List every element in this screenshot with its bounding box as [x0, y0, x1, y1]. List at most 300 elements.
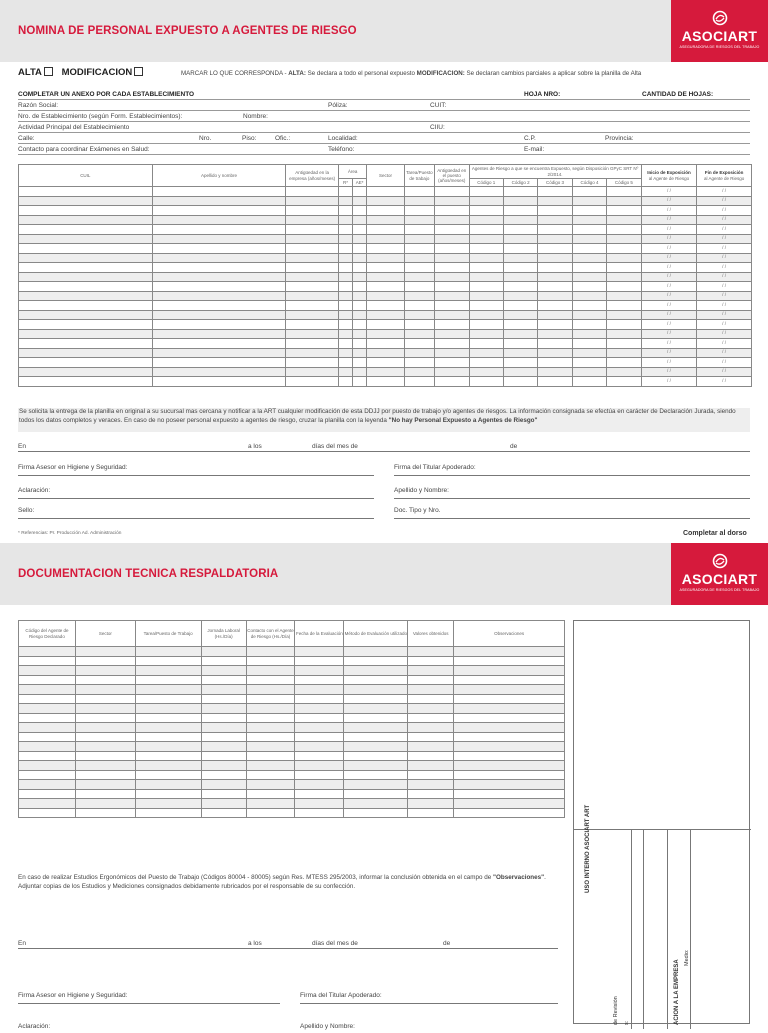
table-cell[interactable]: [295, 713, 344, 723]
table-cell[interactable]: / /: [641, 348, 697, 358]
table-cell[interactable]: [404, 263, 434, 273]
table-cell[interactable]: [367, 225, 404, 235]
table-cell[interactable]: [469, 367, 503, 377]
table-cell[interactable]: [607, 329, 641, 339]
table-cell[interactable]: [286, 301, 339, 311]
table-cell[interactable]: [344, 761, 408, 771]
table-cell[interactable]: [201, 751, 246, 761]
table-cell[interactable]: [246, 656, 295, 666]
table-cell[interactable]: [344, 647, 408, 657]
table-cell[interactable]: [19, 310, 153, 320]
table-cell[interactable]: / /: [641, 329, 697, 339]
table-cell[interactable]: [404, 225, 434, 235]
table-cell[interactable]: [246, 685, 295, 695]
table-cell[interactable]: [246, 789, 295, 799]
table-cell[interactable]: [286, 196, 339, 206]
table-cell[interactable]: [75, 799, 135, 809]
table-cell[interactable]: / /: [697, 282, 752, 292]
table-cell[interactable]: [152, 215, 286, 225]
table-cell[interactable]: [19, 196, 153, 206]
table-cell[interactable]: [408, 666, 454, 676]
table-cell[interactable]: [538, 291, 572, 301]
table-cell[interactable]: [404, 320, 434, 330]
table-cell[interactable]: [469, 377, 503, 387]
table-cell[interactable]: [201, 704, 246, 714]
table-cell[interactable]: [338, 225, 352, 235]
table-cell[interactable]: [408, 723, 454, 733]
table-cell[interactable]: [538, 206, 572, 216]
table-cell[interactable]: [607, 244, 641, 254]
table-cell[interactable]: [19, 320, 153, 330]
table-cell[interactable]: [572, 310, 606, 320]
table-cell[interactable]: [469, 358, 503, 368]
table-cell[interactable]: [538, 358, 572, 368]
table-cell[interactable]: [469, 339, 503, 349]
table-cell[interactable]: [353, 263, 367, 273]
table-cell[interactable]: / /: [641, 320, 697, 330]
table-cell[interactable]: [454, 780, 565, 790]
table-cell[interactable]: [152, 348, 286, 358]
table-cell[interactable]: [503, 301, 537, 311]
table-cell[interactable]: [353, 320, 367, 330]
table-cell[interactable]: [19, 215, 153, 225]
table-cell[interactable]: [338, 253, 352, 263]
table-cell[interactable]: / /: [641, 272, 697, 282]
calle-field[interactable]: Calle:: [18, 135, 35, 142]
table-cell[interactable]: [503, 358, 537, 368]
table-cell[interactable]: [353, 234, 367, 244]
date-line[interactable]: [18, 442, 750, 452]
table-cell[interactable]: [404, 358, 434, 368]
table-cell[interactable]: [367, 234, 404, 244]
table-cell[interactable]: [19, 694, 76, 704]
table-cell[interactable]: [408, 685, 454, 695]
table-cell[interactable]: [152, 291, 286, 301]
table-cell[interactable]: [503, 282, 537, 292]
table-cell[interactable]: [503, 187, 537, 197]
table-cell[interactable]: [246, 761, 295, 771]
apellido-nombre-line[interactable]: [394, 487, 750, 499]
table-cell[interactable]: [469, 329, 503, 339]
table-cell[interactable]: / /: [697, 263, 752, 273]
table-cell[interactable]: [286, 348, 339, 358]
table-cell[interactable]: [19, 339, 153, 349]
table-cell[interactable]: [295, 723, 344, 733]
table-cell[interactable]: [454, 808, 565, 818]
table-cell[interactable]: [408, 675, 454, 685]
aclaracion-line-2[interactable]: [18, 1015, 50, 1033]
table-cell[interactable]: [404, 196, 434, 206]
table-cell[interactable]: [503, 310, 537, 320]
table-cell[interactable]: [367, 320, 404, 330]
table-cell[interactable]: [201, 742, 246, 752]
table-cell[interactable]: [454, 789, 565, 799]
table-cell[interactable]: / /: [697, 310, 752, 320]
table-cell[interactable]: [503, 263, 537, 273]
table-cell[interactable]: [454, 704, 565, 714]
table-cell[interactable]: [404, 301, 434, 311]
table-cell[interactable]: [19, 808, 76, 818]
table-cell[interactable]: [572, 301, 606, 311]
table-cell[interactable]: [286, 310, 339, 320]
table-cell[interactable]: [201, 808, 246, 818]
table-cell[interactable]: [152, 282, 286, 292]
table-cell[interactable]: [75, 732, 135, 742]
table-cell[interactable]: [572, 358, 606, 368]
table-cell[interactable]: [353, 244, 367, 254]
table-cell[interactable]: [572, 253, 606, 263]
table-cell[interactable]: [353, 272, 367, 282]
table-cell[interactable]: [353, 225, 367, 235]
telefono-field[interactable]: Teléfono:: [328, 146, 355, 153]
table-cell[interactable]: [572, 196, 606, 206]
table-cell[interactable]: [295, 751, 344, 761]
table-cell[interactable]: [538, 310, 572, 320]
table-cell[interactable]: [367, 253, 404, 263]
firma-asesor-line[interactable]: [18, 464, 374, 476]
table-cell[interactable]: [19, 291, 153, 301]
table-cell[interactable]: / /: [641, 282, 697, 292]
table-cell[interactable]: [338, 377, 352, 387]
table-cell[interactable]: [607, 348, 641, 358]
table-cell[interactable]: [469, 215, 503, 225]
table-cell[interactable]: [435, 310, 469, 320]
table-cell[interactable]: [338, 215, 352, 225]
table-cell[interactable]: [367, 348, 404, 358]
table-cell[interactable]: [367, 329, 404, 339]
piso-field[interactable]: Piso:: [242, 135, 257, 142]
table-cell[interactable]: [353, 291, 367, 301]
table-cell[interactable]: [572, 206, 606, 216]
table-cell[interactable]: [454, 723, 565, 733]
table-cell[interactable]: [538, 225, 572, 235]
table-cell[interactable]: [404, 282, 434, 292]
table-cell[interactable]: [572, 234, 606, 244]
table-cell[interactable]: [572, 377, 606, 387]
table-cell[interactable]: [75, 675, 135, 685]
table-cell[interactable]: / /: [697, 253, 752, 263]
table-cell[interactable]: [201, 770, 246, 780]
table-cell[interactable]: [19, 751, 76, 761]
table-cell[interactable]: [353, 282, 367, 292]
table-cell[interactable]: / /: [697, 358, 752, 368]
table-cell[interactable]: [135, 751, 201, 761]
table-cell[interactable]: [286, 215, 339, 225]
table-cell[interactable]: [435, 301, 469, 311]
table-cell[interactable]: / /: [641, 244, 697, 254]
table-cell[interactable]: [286, 329, 339, 339]
firma-asesor-line-2[interactable]: [18, 992, 280, 1004]
table-cell[interactable]: [338, 272, 352, 282]
table-cell[interactable]: [435, 187, 469, 197]
table-cell[interactable]: / /: [697, 348, 752, 358]
table-cell[interactable]: [469, 253, 503, 263]
table-cell[interactable]: [538, 234, 572, 244]
table-cell[interactable]: [435, 215, 469, 225]
table-cell[interactable]: [152, 301, 286, 311]
table-cell[interactable]: [295, 694, 344, 704]
table-cell[interactable]: [404, 234, 434, 244]
table-cell[interactable]: [454, 694, 565, 704]
table-cell[interactable]: [367, 263, 404, 273]
table-cell[interactable]: [367, 377, 404, 387]
table-cell[interactable]: [538, 377, 572, 387]
table-cell[interactable]: [201, 685, 246, 695]
table-cell[interactable]: [152, 234, 286, 244]
table-cell[interactable]: [19, 187, 153, 197]
table-cell[interactable]: [135, 685, 201, 695]
table-cell[interactable]: [408, 799, 454, 809]
table-cell[interactable]: [295, 808, 344, 818]
table-cell[interactable]: [75, 713, 135, 723]
table-cell[interactable]: / /: [697, 339, 752, 349]
table-cell[interactable]: [538, 329, 572, 339]
table-cell[interactable]: [201, 656, 246, 666]
table-cell[interactable]: [246, 742, 295, 752]
table-cell[interactable]: / /: [641, 187, 697, 197]
table-cell[interactable]: [344, 675, 408, 685]
table-cell[interactable]: [538, 244, 572, 254]
table-cell[interactable]: [19, 358, 153, 368]
table-cell[interactable]: [435, 196, 469, 206]
table-cell[interactable]: [607, 358, 641, 368]
table-cell[interactable]: / /: [641, 225, 697, 235]
table-cell[interactable]: [353, 253, 367, 263]
table-cell[interactable]: [19, 329, 153, 339]
table-cell[interactable]: [607, 339, 641, 349]
table-cell[interactable]: [408, 780, 454, 790]
table-cell[interactable]: / /: [697, 377, 752, 387]
table-cell[interactable]: [607, 206, 641, 216]
table-cell[interactable]: [454, 713, 565, 723]
table-cell[interactable]: [404, 215, 434, 225]
table-cell[interactable]: / /: [641, 367, 697, 377]
table-cell[interactable]: [75, 656, 135, 666]
table-cell[interactable]: [295, 732, 344, 742]
table-cell[interactable]: [538, 215, 572, 225]
table-cell[interactable]: [435, 282, 469, 292]
table-cell[interactable]: [344, 799, 408, 809]
table-cell[interactable]: [503, 339, 537, 349]
table-cell[interactable]: [454, 685, 565, 695]
table-cell[interactable]: [286, 206, 339, 216]
table-cell[interactable]: [135, 647, 201, 657]
table-cell[interactable]: [286, 225, 339, 235]
table-cell[interactable]: [19, 206, 153, 216]
nro-field[interactable]: Nro.: [199, 135, 212, 142]
table-cell[interactable]: [152, 320, 286, 330]
table-cell[interactable]: [286, 187, 339, 197]
table-cell[interactable]: [435, 272, 469, 282]
table-cell[interactable]: [469, 310, 503, 320]
table-cell[interactable]: [75, 789, 135, 799]
table-cell[interactable]: [353, 377, 367, 387]
table-cell[interactable]: [469, 348, 503, 358]
table-cell[interactable]: [538, 320, 572, 330]
table-cell[interactable]: [367, 187, 404, 197]
table-cell[interactable]: / /: [697, 187, 752, 197]
email-field[interactable]: E-mail:: [524, 146, 545, 153]
table-cell[interactable]: [408, 751, 454, 761]
table-cell[interactable]: [469, 272, 503, 282]
table-cell[interactable]: [338, 187, 352, 197]
table-cell[interactable]: [344, 732, 408, 742]
table-cell[interactable]: / /: [641, 215, 697, 225]
table-cell[interactable]: [338, 339, 352, 349]
table-cell[interactable]: [246, 732, 295, 742]
table-cell[interactable]: / /: [697, 196, 752, 206]
table-cell[interactable]: [572, 187, 606, 197]
table-cell[interactable]: [338, 367, 352, 377]
table-cell[interactable]: [295, 789, 344, 799]
table-cell[interactable]: [454, 647, 565, 657]
date-line-2[interactable]: [18, 939, 558, 949]
table-cell[interactable]: [344, 666, 408, 676]
table-cell[interactable]: / /: [641, 301, 697, 311]
table-cell[interactable]: [344, 770, 408, 780]
table-cell[interactable]: [19, 225, 153, 235]
table-cell[interactable]: [338, 358, 352, 368]
table-cell[interactable]: [607, 377, 641, 387]
table-cell[interactable]: / /: [697, 225, 752, 235]
table-cell[interactable]: [344, 742, 408, 752]
table-cell[interactable]: [367, 310, 404, 320]
table-cell[interactable]: [152, 377, 286, 387]
table-cell[interactable]: [454, 742, 565, 752]
table-cell[interactable]: [538, 187, 572, 197]
table-cell[interactable]: [19, 675, 76, 685]
table-cell[interactable]: / /: [697, 320, 752, 330]
table-cell[interactable]: [538, 367, 572, 377]
table-cell[interactable]: / /: [697, 244, 752, 254]
table-cell[interactable]: / /: [641, 358, 697, 368]
table-cell[interactable]: [435, 348, 469, 358]
table-cell[interactable]: [246, 694, 295, 704]
table-cell[interactable]: [295, 647, 344, 657]
table-cell[interactable]: / /: [697, 215, 752, 225]
table-cell[interactable]: / /: [697, 206, 752, 216]
table-cell[interactable]: [152, 253, 286, 263]
table-cell[interactable]: [454, 675, 565, 685]
table-cell[interactable]: [503, 225, 537, 235]
table-cell[interactable]: [353, 301, 367, 311]
cp-field[interactable]: C.P.: [524, 135, 536, 142]
table-cell[interactable]: [295, 761, 344, 771]
table-cell[interactable]: [435, 367, 469, 377]
table-cell[interactable]: [408, 789, 454, 799]
table-cell[interactable]: [353, 215, 367, 225]
table-cell[interactable]: [75, 723, 135, 733]
table-cell[interactable]: [75, 647, 135, 657]
table-cell[interactable]: [572, 348, 606, 358]
table-cell[interactable]: [353, 196, 367, 206]
table-cell[interactable]: [246, 799, 295, 809]
table-cell[interactable]: [404, 291, 434, 301]
table-cell[interactable]: [469, 291, 503, 301]
table-cell[interactable]: [607, 310, 641, 320]
table-cell[interactable]: [469, 187, 503, 197]
table-cell[interactable]: [135, 761, 201, 771]
table-cell[interactable]: [19, 282, 153, 292]
table-cell[interactable]: [435, 339, 469, 349]
table-cell[interactable]: [404, 348, 434, 358]
table-cell[interactable]: [344, 789, 408, 799]
provincia-field[interactable]: Provincia:: [605, 135, 634, 142]
table-cell[interactable]: / /: [697, 291, 752, 301]
table-cell[interactable]: [454, 751, 565, 761]
table-cell[interactable]: [572, 339, 606, 349]
table-cell[interactable]: [353, 206, 367, 216]
table-cell[interactable]: [344, 713, 408, 723]
table-cell[interactable]: [538, 348, 572, 358]
table-cell[interactable]: [404, 339, 434, 349]
table-cell[interactable]: [367, 339, 404, 349]
table-cell[interactable]: [435, 358, 469, 368]
table-cell[interactable]: / /: [641, 253, 697, 263]
table-cell[interactable]: [503, 215, 537, 225]
table-cell[interactable]: [246, 808, 295, 818]
table-cell[interactable]: [295, 704, 344, 714]
table-cell[interactable]: [135, 799, 201, 809]
table-cell[interactable]: [435, 377, 469, 387]
table-cell[interactable]: [201, 732, 246, 742]
table-cell[interactable]: [135, 666, 201, 676]
razon-social-field[interactable]: Razón Social:: [18, 102, 59, 109]
table-cell[interactable]: [404, 329, 434, 339]
table-cell[interactable]: [607, 225, 641, 235]
alta-checkbox[interactable]: [44, 67, 53, 76]
table-cell[interactable]: [503, 234, 537, 244]
table-cell[interactable]: [338, 320, 352, 330]
table-cell[interactable]: [75, 666, 135, 676]
table-cell[interactable]: [353, 348, 367, 358]
table-cell[interactable]: [503, 320, 537, 330]
table-cell[interactable]: [338, 234, 352, 244]
table-cell[interactable]: [75, 780, 135, 790]
table-cell[interactable]: [201, 694, 246, 704]
table-cell[interactable]: [338, 310, 352, 320]
table-cell[interactable]: [408, 808, 454, 818]
table-cell[interactable]: [152, 225, 286, 235]
table-cell[interactable]: [353, 329, 367, 339]
table-cell[interactable]: [338, 291, 352, 301]
table-cell[interactable]: [19, 234, 153, 244]
table-cell[interactable]: [344, 704, 408, 714]
table-cell[interactable]: [538, 339, 572, 349]
table-cell[interactable]: [135, 789, 201, 799]
table-cell[interactable]: [19, 647, 76, 657]
table-cell[interactable]: [435, 206, 469, 216]
table-cell[interactable]: [338, 206, 352, 216]
table-cell[interactable]: [19, 789, 76, 799]
table-cell[interactable]: [435, 329, 469, 339]
table-cell[interactable]: [295, 780, 344, 790]
table-cell[interactable]: [152, 272, 286, 282]
table-cell[interactable]: [367, 206, 404, 216]
table-cell[interactable]: [538, 301, 572, 311]
table-cell[interactable]: [338, 263, 352, 273]
table-cell[interactable]: [435, 320, 469, 330]
table-cell[interactable]: [286, 244, 339, 254]
table-cell[interactable]: [607, 196, 641, 206]
cuit-field[interactable]: CUIT:: [430, 102, 447, 109]
table-cell[interactable]: [572, 215, 606, 225]
table-cell[interactable]: [338, 196, 352, 206]
table-cell[interactable]: [75, 808, 135, 818]
table-cell[interactable]: [295, 770, 344, 780]
table-cell[interactable]: [469, 206, 503, 216]
table-cell[interactable]: [607, 263, 641, 273]
